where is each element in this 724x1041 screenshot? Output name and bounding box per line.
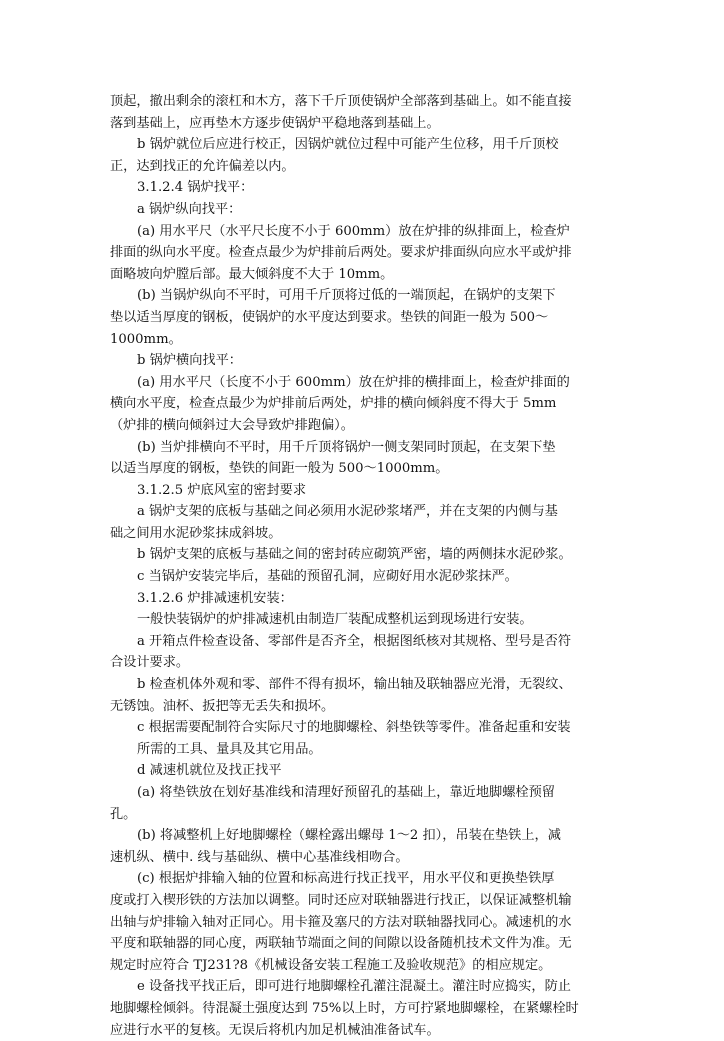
sub-heading: d 减速机就位及找正找平: [137, 763, 282, 779]
text-line: 孔。: [110, 806, 137, 822]
text-line: b 锅炉支架的底板与基础之间的密封砖应砌筑严密，墙的两侧抹水泥砂浆。: [137, 547, 572, 563]
text-line: (a) 将垫铁放在划好基准线和清理好预留孔的基础上，靠近地脚螺栓预留: [137, 785, 555, 800]
text-line: 以适当厚度的钢板，垫铁的间距一般为 500～1000mm。: [110, 461, 449, 477]
section-heading: 3.1.2.6 炉排减速机安装：: [137, 590, 293, 606]
text-line: 应进行水平的复核。无误后将机内加足机械油准备试车。: [110, 1022, 440, 1038]
text-line: 排面的纵向水平度。检查点最少为炉排前后两处。要求炉排面纵向应水平或炉排: [110, 245, 572, 261]
text-line: 度或打入楔形铁的方法加以调整。同时还应对联轴器进行找正，以保证减整机输: [110, 892, 572, 908]
text-line: 垫以适当厚度的钢板，使锅炉的水平度达到要求。垫铁的间距一般为 500～: [110, 309, 549, 325]
sub-heading: a 锅炉纵向找平：: [137, 201, 242, 217]
text-line: 顶起，撤出剩余的滚杠和木方，落下千斤顶使锅炉全部落到基础上。如不能直接: [110, 94, 572, 109]
text-line: 横向水平度，检查点最少为炉排前后两处，炉排的横向倾斜度不得大于 5mm: [110, 396, 557, 412]
text-line: b 锅炉就位后应进行校正，因锅炉就位过程中可能产生位移，用千斤顶校: [137, 137, 559, 153]
text-line: a 锅炉支架的底板与基础之间必须用水泥砂浆堵严，并在支架的内侧与基: [137, 504, 558, 520]
document-body: [110, 91, 622, 1041]
sub-heading: b 锅炉横向找平：: [137, 353, 242, 369]
text-line: 平度和联轴器的同心度，两联轴节端面之间的间隙以设备随机技术文件为准。无: [110, 936, 572, 952]
text-line: 所需的工具、量具及其它用品。: [137, 741, 322, 757]
text-line: 出轴与炉排输入轴对正同心。用卡箍及塞尺的方法对联轴器找同心。减速机的水: [110, 914, 572, 930]
text-line: 落到基础上，应再垫木方逐步使锅炉平稳地落到基础上。: [110, 115, 440, 131]
text-line: (a) 用水平尺（长度不小于 600mm）放在炉排的横排面上，检查炉排面的: [137, 374, 570, 390]
text-line: c 根据需要配制符合实际尺寸的地脚螺栓、斜垫铁等零件。准备起重和安装: [137, 720, 571, 736]
text-line: 正，达到找正的允许偏差以内。: [110, 158, 295, 174]
text-line: b 检查机体外观和零、部件不得有损坏，输出轴及联轴器应光滑，无裂纹、: [137, 677, 572, 693]
text-line: 1000mm。: [110, 331, 182, 347]
text-line: (b) 将减整机上好地脚螺栓（螺栓露出螺母 1～2 扣），吊装在垫铁上，减: [137, 828, 561, 844]
section-heading: 3.1.2.5 炉底风室的密封要求: [137, 482, 307, 498]
text-line: (b) 当锅炉纵向不平时，可用千斤顶将过低的一端顶起，在锅炉的支架下: [137, 288, 556, 304]
section-heading: 3.1.2.4 锅炉找平：: [137, 180, 254, 196]
text-line: 速机纵、横中. 线与基础纵、横中心基准线相吻合。: [110, 849, 409, 865]
text-line: (b) 当炉排横向不平时，用千斤顶将锅炉一侧支架同时顶起，在支架下垫: [137, 439, 556, 455]
text-line: 合设计要求。: [110, 655, 190, 671]
text-line: 面略坡向炉膛后部。最大倾斜度不大于 10mm。: [110, 266, 394, 282]
text-line: (c) 根据炉排输入轴的位置和标高进行找正找平，用水平仪和更换垫铁厚: [137, 871, 555, 887]
text-line: 规定时应符合 TJ231?8《机械设备安装工程施工及验收规范》的相应规定。: [110, 957, 552, 973]
text-line: 础之间用水泥砂浆抹成斜坡。: [110, 525, 282, 541]
text-line: （炉排的横向倾斜过大会导致炉排跑偏）。: [110, 417, 354, 433]
text-line: c 当锅炉安装完毕后，基础的预留孔洞，应砌好用水泥砂浆抹严。: [137, 569, 518, 585]
text-line: 一般快装锅炉的炉排减速机由制造厂装配成整机运到现场进行安装。: [137, 612, 533, 628]
text-line: (a) 用水平尺（水平尺长度不小于 600mm）放在炉排的纵排面上，检查炉: [137, 223, 570, 239]
text-line: 地脚螺栓倾斜。待混凝土强度达到 75%以上时，方可拧紧地脚螺栓，在紧螺栓时: [110, 1000, 579, 1016]
text-line: a 开箱点件检查设备、零部件是否齐全，根据图纸核对其规格、型号是否符: [137, 633, 572, 649]
text-line: 无锈蚀。油杯、扳把等无丢失和损坏。: [110, 698, 335, 714]
text-line: e 设备找平找正后，即可进行地脚螺栓孔灌注混凝土。灌注时应捣实，防止: [137, 979, 571, 995]
